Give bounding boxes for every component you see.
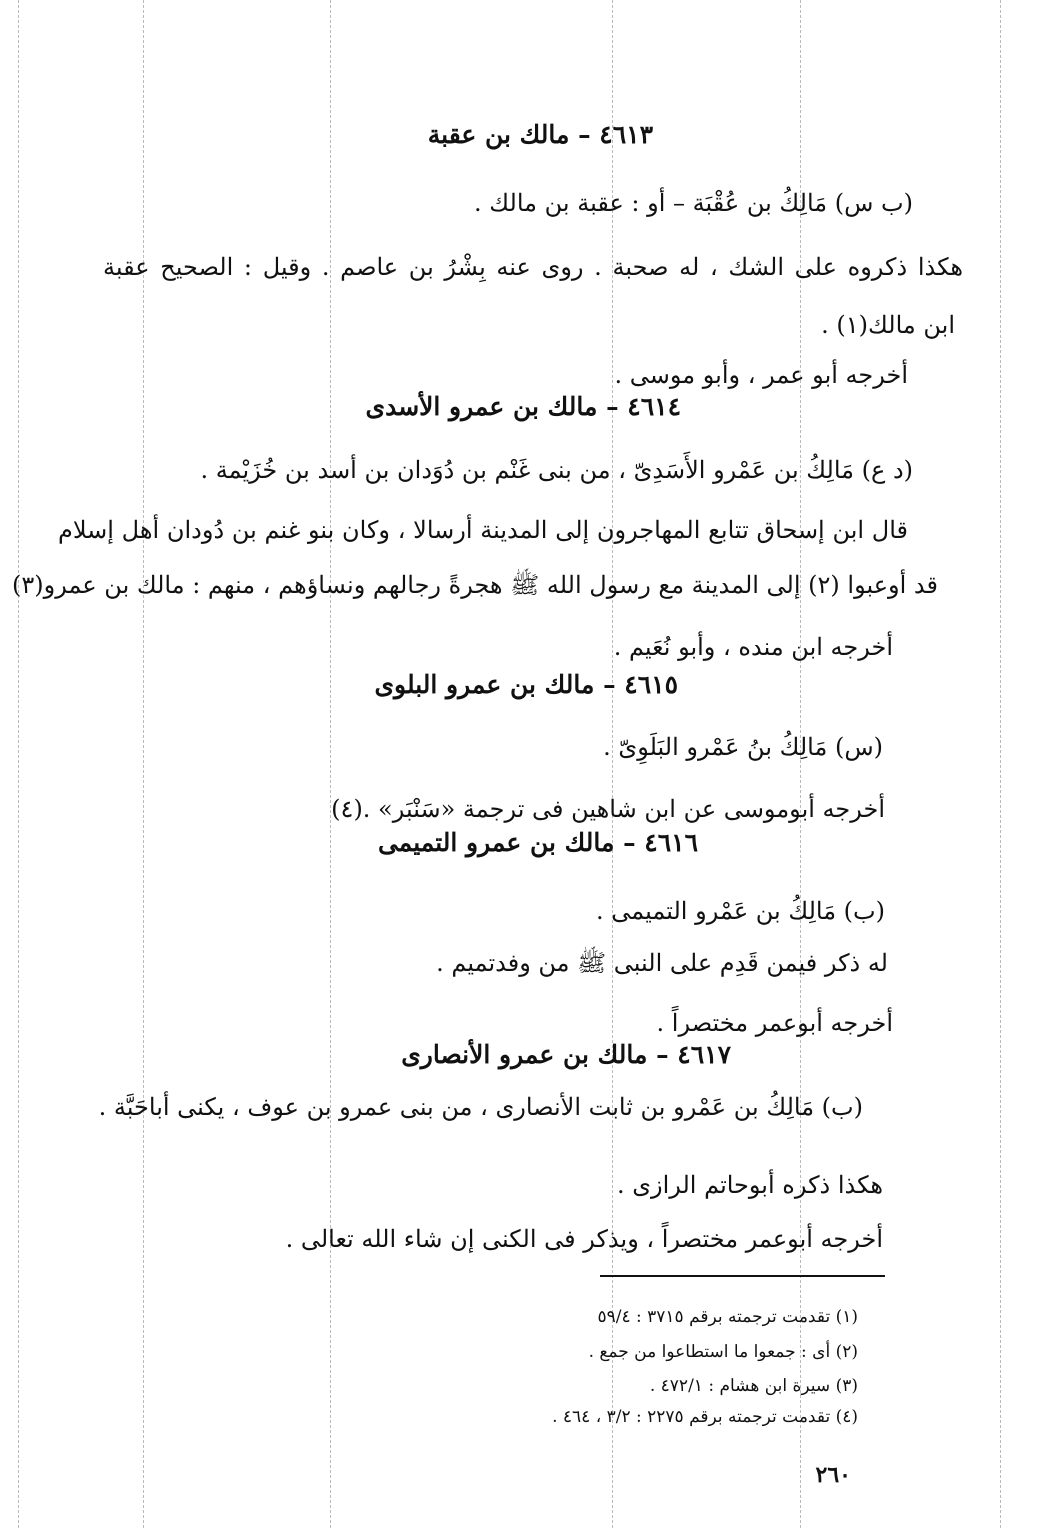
page-number: ٢٦٠ xyxy=(815,1462,851,1488)
scan-guide-line xyxy=(800,0,801,1528)
entry-text-line: (د ع) مَالِكُ بن عَمْرو الأَسَدِىّ ، من بنى غَنْم بن دُوَدان بن أسد بن خُزَيْمة . xyxy=(200,456,913,484)
footnote: (١) تقدمت ترجمته برقم ٣٧١٥ : ٥٩/٤ xyxy=(597,1307,858,1327)
entry-text-line: (س) مَالِكُ بنُ عَمْرو البَلَوِىّ . xyxy=(603,733,883,761)
entry-text-line: أخرجه أبوعمر مختصراً ، ويذكر فى الكنى إن شاء الله تعالى . xyxy=(285,1225,883,1253)
scan-guide-line xyxy=(18,0,19,1528)
entry-text-line: (ب س) مَالِكُ بن عُقْبَة – أو : عقبة بن مالك . xyxy=(474,189,913,217)
footnote-separator xyxy=(600,1275,885,1277)
entry-text-line: ابن مالك(١) . xyxy=(821,311,955,339)
entry-text-line: أخرجه أبوموسى عن ابن شاهين فى ترجمة «سَنْبَر» .(٤) xyxy=(331,795,885,823)
entry-heading: ٤٦١٣ – مالك بن عقبة xyxy=(427,120,653,149)
entry-text-line: قال ابن إسحاق تتابع المهاجرون إلى المدينة أرسالا ، وكان بنو غنم بن دُودان أهل إسلام xyxy=(58,516,908,544)
entry-text-line: هكذا ذكروه على الشك ، له صحبة . روى عنه بِشْرُ بن عاصم . وقيل : الصحيح عقبة xyxy=(103,253,963,281)
scan-guide-line xyxy=(1000,0,1001,1528)
entry-text-line: أخرجه أبو عمر ، وأبو موسى . xyxy=(614,361,908,389)
entry-text-line: (ب) مَالِكُ بن عَمْرو بن ثابت الأنصارى ، من بنى عمرو بن عوف ، يكنى أباحَبَّة . xyxy=(98,1093,863,1121)
scan-guide-line xyxy=(612,0,613,1528)
scan-guide-line xyxy=(143,0,144,1528)
entry-text-line: هكذا ذكره أبوحاتم الرازى . xyxy=(616,1171,883,1199)
footnote: (٣) سيرة ابن هشام : ٤٧٢/١ . xyxy=(649,1376,858,1396)
entry-heading: ٤٦١٤ – مالك بن عمرو الأسدى xyxy=(365,392,681,421)
entry-text-line: أخرجه ابن منده ، وأبو نُعَيم . xyxy=(613,633,893,661)
entry-heading: ٤٦١٦ – مالك بن عمرو التميمى xyxy=(377,828,698,857)
entry-text-line: له ذكر فيمن قَدِم على النبى ﷺ من وفدتميم . xyxy=(436,949,888,977)
entry-text-line: أخرجه أبوعمر مختصراً . xyxy=(656,1009,893,1037)
entry-text-line: (ب) مَالِكُ بن عَمْرو التميمى . xyxy=(596,897,885,925)
entry-heading: ٤٦١٧ – مالك بن عمرو الأنصارى xyxy=(401,1040,731,1069)
footnote: (٤) تقدمت ترجمته برقم ٢٢٧٥ : ٣/٢ ، ٤٦٤ . xyxy=(552,1407,858,1427)
scan-guide-line xyxy=(330,0,331,1528)
footnote: (٢) أى : جمعوا ما استطاعوا من جمع . xyxy=(588,1342,858,1362)
entry-text-line: قد أوعبوا (٢) إلى المدينة مع رسول الله ﷺ هجرةً رجالهم ونساؤهم ، منهم : مالك بن عمرو(٣) xyxy=(12,571,938,599)
entry-heading: ٤٦١٥ – مالك بن عمرو البلوى xyxy=(374,670,678,699)
